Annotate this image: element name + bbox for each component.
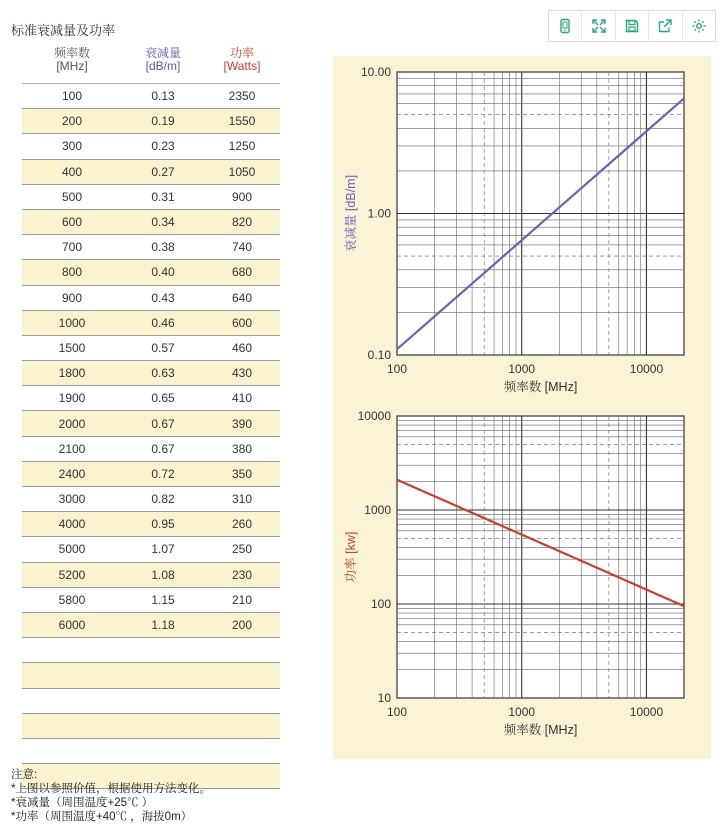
y-axis-label: 功率 [kw] (344, 531, 358, 583)
phone-view-button[interactable] (549, 11, 582, 41)
cell-power: 200 (231, 618, 253, 633)
cell-frequency: 600 (61, 215, 83, 230)
table-row (22, 563, 280, 588)
y-tick-label: 1.00 (367, 206, 391, 221)
settings-button[interactable] (683, 11, 715, 41)
cell-frequency: 6000 (58, 618, 86, 633)
x-tick-label: 1000 (508, 705, 536, 719)
cell-frequency: 300 (61, 139, 83, 154)
x-tick-label: 100 (386, 362, 408, 376)
cell-power: 640 (231, 290, 253, 305)
note-item: *衰减量（周围温度+25℃ ） (11, 797, 154, 809)
table-row (22, 613, 280, 638)
cell-power: 740 (231, 240, 253, 255)
cell-attenuation: 1.07 (151, 542, 175, 557)
empty-row (22, 638, 280, 663)
cell-attenuation: 0.46 (151, 315, 175, 330)
cell-frequency: 2000 (58, 416, 86, 431)
empty-row (22, 714, 280, 739)
y-tick-label: 10 (377, 691, 391, 705)
table-row (22, 437, 280, 462)
cell-attenuation: 0.19 (151, 114, 175, 129)
table-row (22, 361, 280, 386)
settings-icon (691, 18, 707, 34)
cell-power: 250 (231, 542, 253, 557)
cell-attenuation: 0.65 (151, 391, 175, 406)
cell-attenuation: 0.67 (151, 416, 175, 431)
table-row (22, 462, 280, 487)
cell-attenuation: 0.95 (151, 517, 175, 532)
table-row (22, 134, 280, 159)
cell-power: 680 (231, 265, 253, 280)
cell-power: 1050 (228, 164, 256, 179)
save-button[interactable] (616, 11, 649, 41)
cell-attenuation: 0.38 (151, 240, 175, 255)
cell-attenuation: 0.72 (151, 466, 175, 481)
y-tick-label: 10.00 (360, 65, 391, 79)
cell-frequency: 4000 (58, 517, 86, 532)
cell-frequency: 100 (61, 89, 83, 104)
cell-power: 310 (231, 492, 253, 507)
cell-attenuation: 0.43 (151, 290, 175, 305)
table-row (22, 512, 280, 537)
cell-attenuation: 1.15 (151, 592, 175, 607)
y-tick-label: 1000 (364, 503, 391, 517)
cell-attenuation: 0.31 (151, 189, 175, 204)
cell-power: 430 (231, 366, 253, 381)
cell-power: 900 (231, 189, 253, 204)
cell-attenuation: 1.08 (151, 567, 175, 582)
cell-power: 350 (231, 466, 253, 481)
expand-icon (591, 18, 607, 34)
x-axis-label: 频率数 [MHz] (503, 723, 578, 737)
table-row (22, 336, 280, 361)
table-row (22, 286, 280, 311)
cell-power: 460 (231, 340, 253, 355)
table-row (22, 311, 280, 336)
cell-power: 410 (231, 391, 253, 406)
y-axis-label: 衰减量 [dB/m] (344, 174, 358, 253)
empty-row (22, 663, 280, 688)
table-row (22, 386, 280, 411)
cell-attenuation: 0.67 (151, 441, 175, 456)
table-row (22, 487, 280, 512)
cell-attenuation: 0.23 (151, 139, 175, 154)
cell-frequency: 900 (61, 290, 83, 305)
spec-table (22, 47, 280, 789)
save-icon (624, 18, 640, 34)
note-item: *上图以参照价值，根据使用方法变化。 (11, 783, 211, 795)
cell-power: 2350 (228, 89, 256, 104)
x-axis-label: 频率数 [MHz] (503, 380, 578, 394)
cell-power: 380 (231, 441, 253, 456)
cell-frequency: 500 (61, 189, 83, 204)
cell-frequency: 1800 (58, 366, 86, 381)
cell-frequency: 5800 (58, 592, 86, 607)
cell-attenuation: 0.82 (151, 492, 175, 507)
cell-power: 600 (231, 315, 253, 330)
cell-power: 230 (231, 567, 253, 582)
cell-frequency: 200 (61, 114, 83, 129)
notes (11, 768, 211, 824)
cell-frequency: 2100 (58, 441, 86, 456)
table-row (22, 160, 280, 185)
table-row (22, 537, 280, 562)
cell-attenuation: 0.63 (151, 366, 175, 381)
table-header (22, 47, 280, 83)
cell-attenuation: 0.13 (151, 89, 175, 104)
cell-power: 1250 (228, 139, 256, 154)
table-row (22, 84, 280, 109)
share-button[interactable] (649, 11, 682, 41)
cell-attenuation: 0.27 (151, 164, 175, 179)
cell-attenuation: 0.34 (151, 215, 175, 230)
x-tick-label: 100 (386, 705, 408, 719)
charts-svg (333, 56, 711, 759)
share-icon (657, 18, 673, 34)
x-tick-label: 1000 (508, 362, 536, 376)
empty-row (22, 689, 280, 714)
cell-frequency: 700 (61, 240, 83, 255)
note-item: *功率（周围温度+40℃ ，海拔0m） (11, 811, 193, 823)
notes-heading: 注意: (11, 769, 38, 781)
cell-frequency: 1900 (58, 391, 86, 406)
cell-frequency: 1000 (58, 315, 86, 330)
table-body (22, 83, 280, 789)
phone-icon (557, 18, 573, 34)
table-row (22, 235, 280, 260)
table-row (22, 185, 280, 210)
header-attenuation: 衰减量 [dB/m] (144, 46, 181, 73)
header-power: 功率 [Watts] (223, 46, 261, 73)
cell-frequency: 1500 (58, 340, 86, 355)
cell-frequency: 800 (61, 265, 83, 280)
cell-frequency: 2400 (58, 466, 86, 481)
table-row (22, 260, 280, 285)
y-tick-label: 10000 (357, 409, 391, 423)
cell-power: 390 (231, 416, 253, 431)
table-row (22, 109, 280, 134)
y-tick-label: 100 (370, 597, 391, 611)
cell-power: 820 (231, 215, 253, 230)
table-row (22, 411, 280, 436)
table-row (22, 588, 280, 613)
y-tick-label: 0.10 (367, 348, 391, 362)
cell-power: 1550 (228, 114, 256, 129)
cell-frequency: 3000 (58, 492, 86, 507)
table-row (22, 210, 280, 235)
header-frequency: 频率数 [MHz] (53, 46, 90, 73)
cell-power: 210 (231, 592, 253, 607)
cell-frequency: 5000 (58, 542, 86, 557)
cell-frequency: 5200 (58, 567, 86, 582)
fullscreen-button[interactable] (582, 11, 615, 41)
page-title: 标准衰减量及功率 (11, 23, 116, 38)
toolbar (548, 10, 716, 42)
cell-attenuation: 1.18 (151, 618, 175, 633)
cell-power: 260 (231, 517, 253, 532)
chart-panel (333, 56, 711, 759)
x-tick-label: 10000 (629, 705, 664, 719)
x-tick-label: 10000 (629, 362, 664, 376)
empty-row (22, 739, 280, 764)
cell-frequency: 400 (61, 164, 83, 179)
cell-attenuation: 0.57 (151, 340, 175, 355)
cell-attenuation: 0.40 (151, 265, 175, 280)
